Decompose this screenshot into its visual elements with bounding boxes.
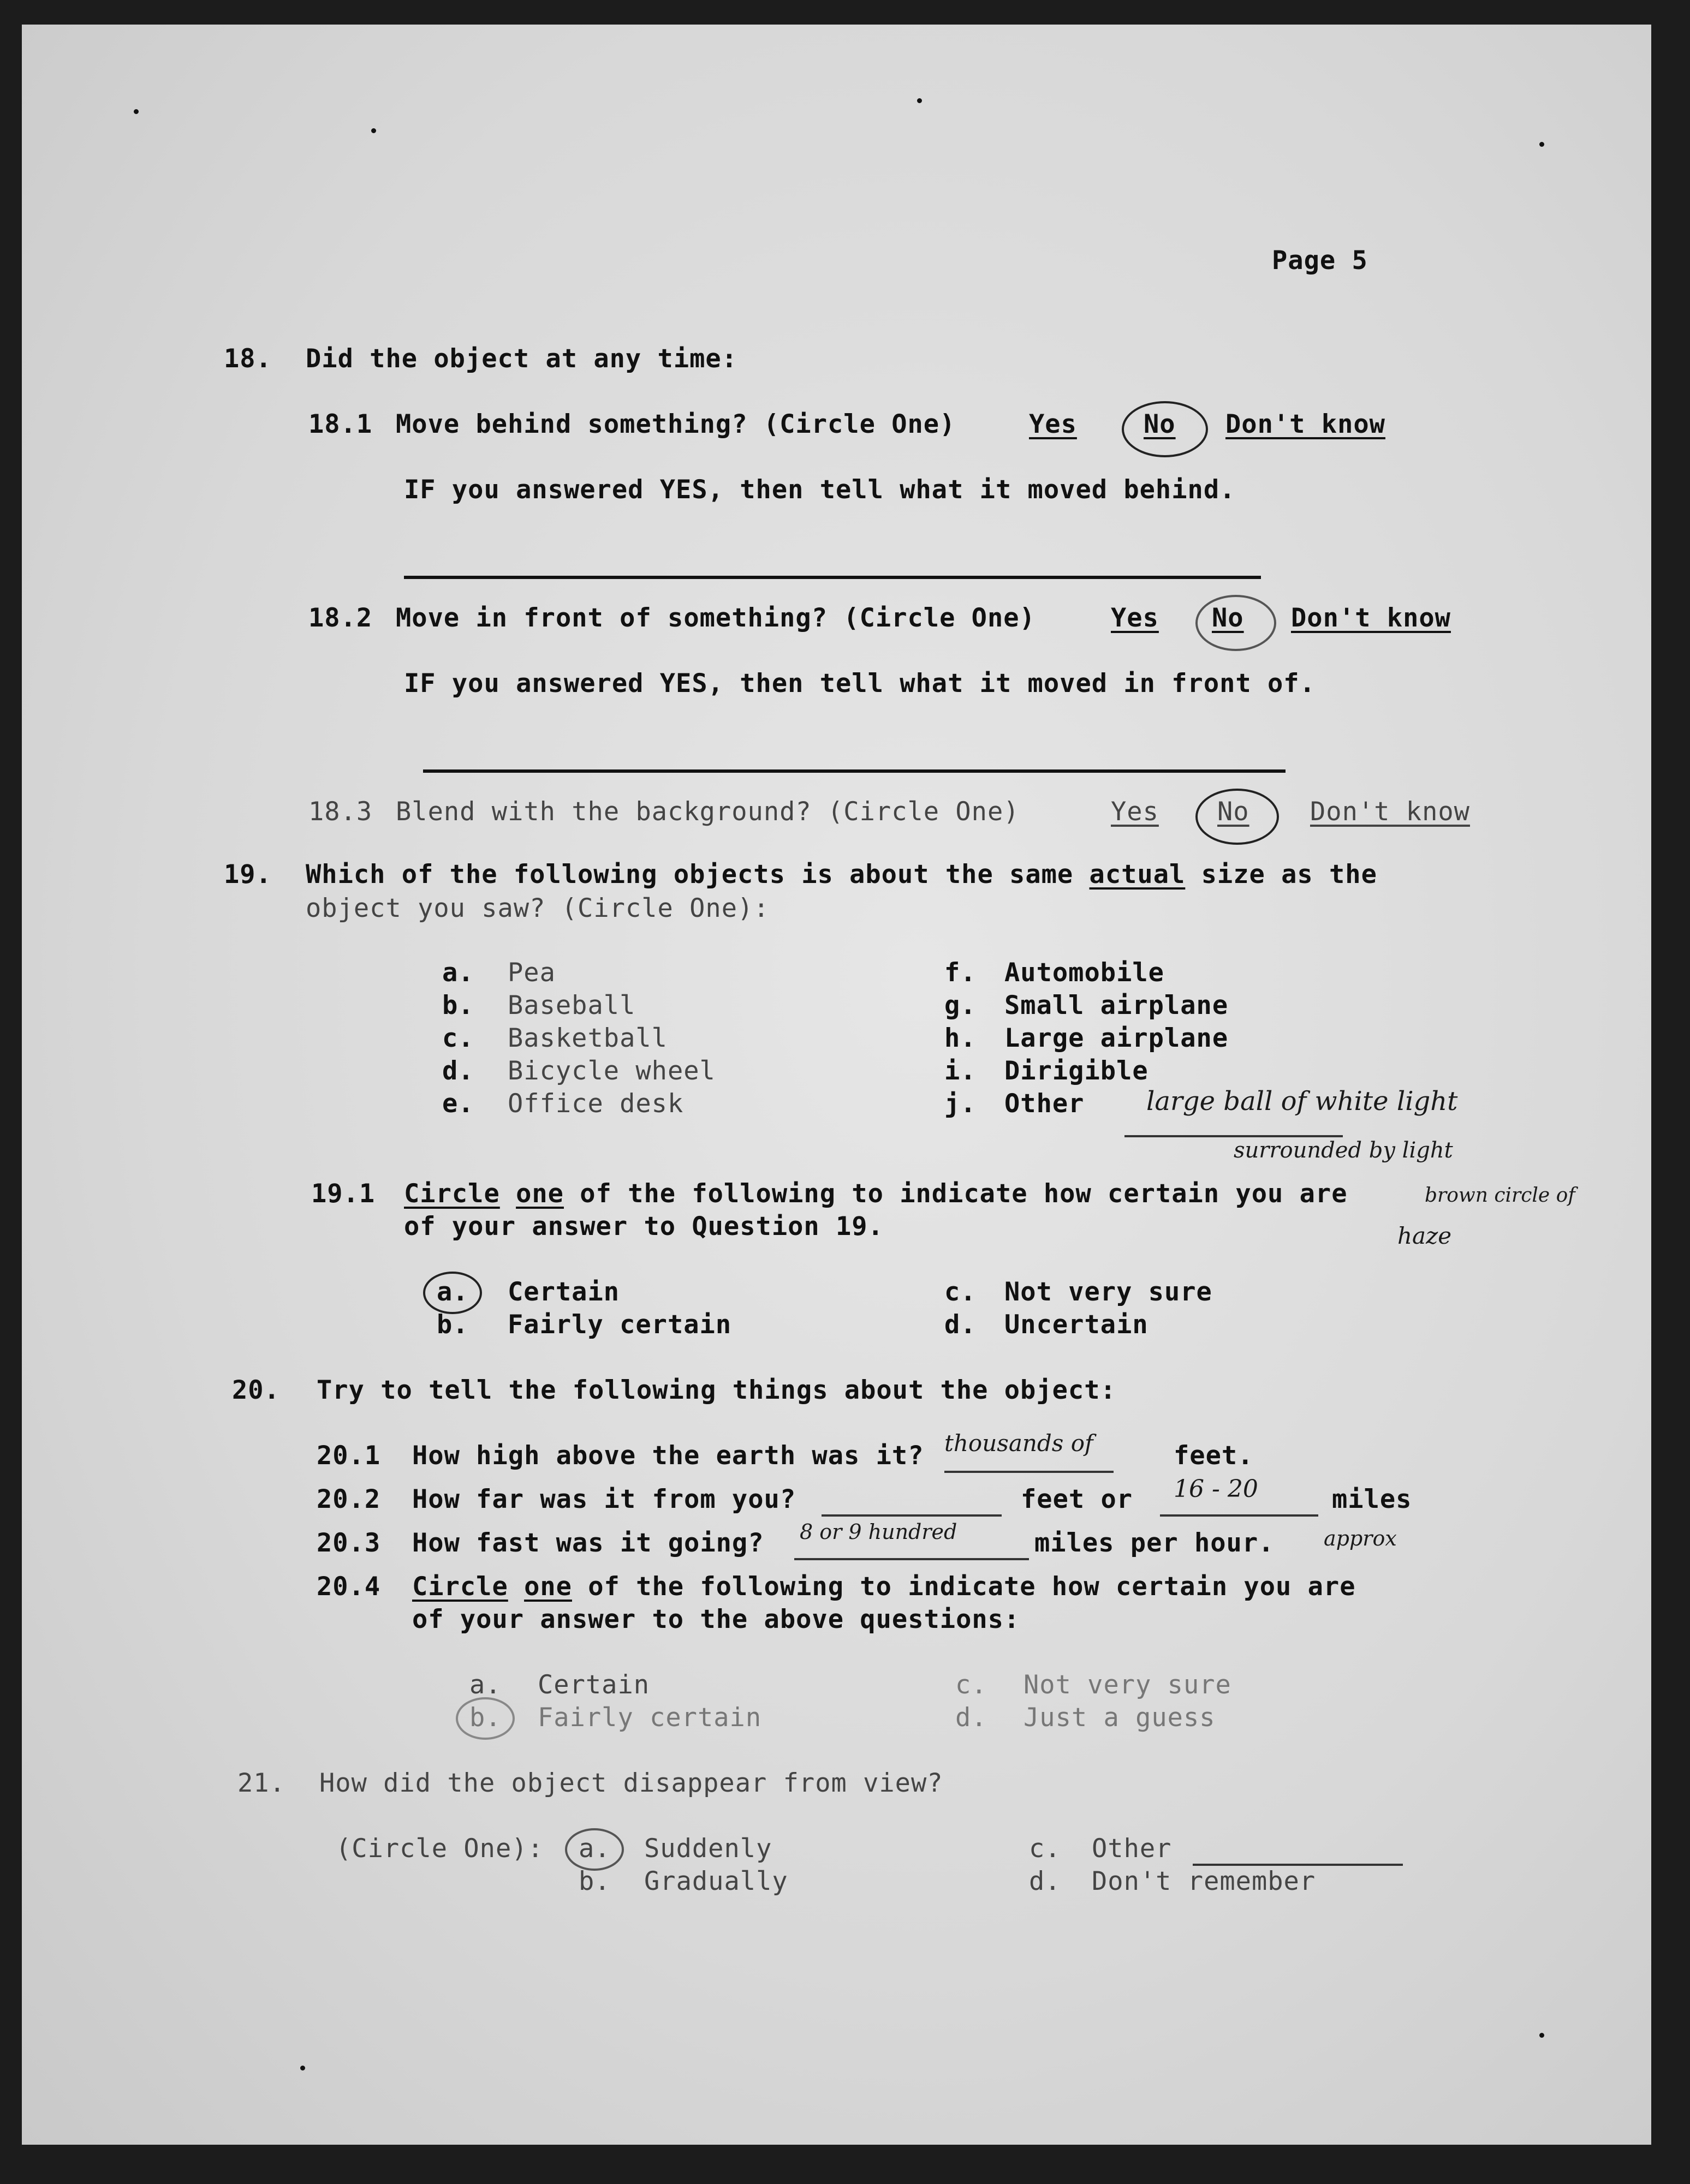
speck [1539, 2033, 1544, 2038]
q18-3-no-option[interactable]: No [1217, 797, 1249, 827]
q20-4-just-a-guess[interactable]: Just a guess [1023, 1703, 1216, 1733]
q19-1-fairly-certain[interactable]: Fairly certain [508, 1310, 732, 1340]
q18-1-text: Move behind something? (Circle One) [396, 409, 956, 439]
q19-option-small-airplane[interactable]: Small airplane [1004, 990, 1229, 1021]
q19-option-letter: e. [442, 1089, 474, 1119]
q19-option-letter: h. [944, 1023, 977, 1053]
q19-line2: object you saw? (Circle One): [306, 893, 770, 923]
q20-2-unit: miles [1332, 1484, 1412, 1514]
q19-option-letter: g. [944, 990, 977, 1021]
q18-3-number: 18.3 [308, 797, 373, 827]
q20-3-unit: miles per hour. [1034, 1528, 1275, 1558]
q21-a-circle-mark [565, 1828, 624, 1871]
q21-suddenly[interactable]: Suddenly [644, 1834, 772, 1864]
q21-circle-one: (Circle One): [336, 1834, 544, 1864]
q20-2-number: 20.2 [317, 1484, 381, 1514]
q19-1-number: 19.1 [311, 1179, 376, 1209]
q18-1-number: 18.1 [308, 409, 373, 439]
q19-option-letter: i. [944, 1056, 977, 1086]
q19-option-letter: a. [442, 958, 474, 988]
q20-4-line2: of your answer to the above questions: [412, 1604, 1020, 1634]
q18-number: 18. [224, 344, 272, 374]
q21-gradually[interactable]: Gradually [644, 1866, 788, 1896]
q20-4-number: 20.4 [317, 1572, 381, 1602]
q18-2-answer-line[interactable] [423, 769, 1286, 773]
q18-3-text: Blend with the background? (Circle One) [396, 797, 1020, 827]
q20-4-not-very-sure[interactable]: Not very sure [1023, 1670, 1231, 1700]
q19-1-b-letter[interactable]: b. [437, 1310, 469, 1340]
q19-option-letter: f. [944, 958, 977, 988]
q20-1-unit: feet. [1174, 1441, 1254, 1471]
q18-1-no-circle-mark [1122, 401, 1208, 457]
q19-line1 [306, 860, 1377, 890]
q19-option-dirigible[interactable]: Dirigible [1004, 1056, 1149, 1086]
q19-option-office-desk[interactable]: Office desk [508, 1089, 684, 1119]
q20-4-one-word: one [524, 1572, 572, 1602]
q19-option-baseball[interactable]: Baseball [508, 990, 636, 1021]
q21-other[interactable]: Other [1092, 1834, 1172, 1864]
q18-1-follow-up: IF you answered YES, then tell what it moved behind. [404, 475, 1236, 505]
q19-1-a-letter[interactable]: a. [437, 1277, 469, 1307]
speck [917, 98, 922, 103]
page-label: Page 5 [1272, 246, 1368, 276]
q18-1-dont-know-option[interactable]: Don't know [1225, 409, 1385, 439]
q18-2-no-circle-mark [1195, 595, 1276, 651]
q21-other-answer-line[interactable] [1193, 1864, 1403, 1866]
q20-4-c-letter[interactable]: c. [955, 1670, 987, 1700]
q21-b-letter[interactable]: b. [579, 1866, 611, 1896]
q19-1-not-very-sure[interactable]: Not very sure [1004, 1277, 1212, 1307]
q20-1-number: 20.1 [317, 1441, 381, 1471]
q20-2-answer-handwritten: 16 - 20 [1174, 1475, 1258, 1503]
q20-4-b-letter[interactable]: b. [469, 1703, 502, 1733]
q19-1-line1-rest: of the following to indicate how certain you are [563, 1179, 1348, 1209]
q20-4-line1 [412, 1572, 1356, 1602]
q20-3-number: 20.3 [317, 1528, 381, 1558]
q18-2-follow-up: IF you answered YES, then tell what it moved in front of. [404, 669, 1316, 699]
q19-number: 19. [224, 860, 272, 890]
q20-3-note-handwritten: approx [1324, 1526, 1397, 1550]
q19-other-handwritten-2: surrounded by light [1234, 1138, 1453, 1163]
form-page [22, 25, 1651, 2145]
q20-4-a-letter[interactable]: a. [469, 1670, 502, 1700]
q20-text: Try to tell the following things about the object: [317, 1375, 1116, 1405]
q18-2-no-option[interactable]: No [1212, 603, 1244, 633]
q19-other-handwritten: large ball of white light [1146, 1086, 1458, 1117]
q19-option-other[interactable]: Other [1004, 1089, 1085, 1119]
q21-dont-remember[interactable]: Don't remember [1092, 1866, 1316, 1896]
q20-1-answer-handwritten: thousands of [944, 1430, 1093, 1457]
q19-line1-actual: actual [1089, 860, 1186, 890]
q18-1-yes-option[interactable]: Yes [1029, 409, 1077, 439]
q19-1-line1 [404, 1179, 1348, 1209]
q19-other-handwritten-3: brown circle of [1425, 1184, 1575, 1207]
speck [371, 128, 376, 133]
q20-4-b-circle-mark [456, 1697, 515, 1740]
q19-other-handwritten-4: haze [1397, 1222, 1452, 1249]
q20-4-circle-word: Circle [412, 1572, 508, 1602]
q18-1-no-option[interactable]: No [1144, 409, 1176, 439]
q18-3-yes-option[interactable]: Yes [1111, 797, 1159, 827]
q19-1-certain[interactable]: Certain [508, 1277, 620, 1307]
q19-option-bicycle-wheel[interactable]: Bicycle wheel [508, 1056, 716, 1086]
q19-option-automobile[interactable]: Automobile [1004, 958, 1164, 988]
q19-1-circle-word: Circle [404, 1179, 500, 1209]
q19-option-basketball[interactable]: Basketball [508, 1023, 668, 1053]
q19-1-one-word: one [516, 1179, 564, 1209]
q18-3-dont-know-option[interactable]: Don't know [1310, 797, 1470, 827]
speck [300, 2066, 305, 2070]
q20-4-line1-rest: of the following to indicate how certain you are [572, 1572, 1356, 1602]
q18-text: Did the object at any time: [306, 344, 738, 374]
q19-1-d-letter[interactable]: d. [944, 1310, 977, 1340]
q19-option-large-airplane[interactable]: Large airplane [1004, 1023, 1229, 1053]
q20-1-answer-line[interactable] [944, 1471, 1114, 1473]
q18-2-number: 18.2 [308, 603, 373, 633]
q19-option-letter: j. [944, 1089, 977, 1119]
q20-number: 20. [232, 1375, 280, 1405]
q18-2-dont-know-option[interactable]: Don't know [1291, 603, 1451, 633]
q19-option-letter: d. [442, 1056, 474, 1086]
q19-option-pea[interactable]: Pea [508, 958, 556, 988]
q18-2-text: Move in front of something? (Circle One) [396, 603, 1036, 633]
q19-1-c-letter[interactable]: c. [944, 1277, 977, 1307]
q21-d-letter[interactable]: d. [1029, 1866, 1061, 1896]
q20-1-text: How high above the earth was it? [412, 1441, 924, 1471]
q20-4-certain[interactable]: Certain [538, 1670, 650, 1700]
q19-option-letter: c. [442, 1023, 474, 1053]
q19-1-line2: of your answer to Question 19. [404, 1212, 884, 1242]
q20-4-d-letter[interactable]: d. [955, 1703, 987, 1733]
q19-line1-post: size as the [1185, 860, 1377, 890]
q20-4-fairly-certain[interactable]: Fairly certain [538, 1703, 762, 1733]
speck [1539, 142, 1544, 147]
q19-other-answer-line[interactable] [1124, 1135, 1343, 1137]
q18-2-yes-option[interactable]: Yes [1111, 603, 1159, 633]
q21-text: How did the object disappear from view? [319, 1768, 943, 1798]
q19-option-letter: b. [442, 990, 474, 1021]
q19-1-uncertain[interactable]: Uncertain [1004, 1310, 1149, 1340]
q19-line1-pre: Which of the following objects is about the same [306, 860, 1090, 890]
q21-a-letter[interactable]: a. [579, 1834, 611, 1864]
q19-1-a-circle-mark [423, 1272, 482, 1314]
q20-2-miles-line[interactable] [1160, 1514, 1318, 1517]
q20-3-answer-line[interactable] [794, 1558, 1029, 1560]
q20-2-feet-line[interactable] [822, 1514, 1002, 1517]
q21-c-letter[interactable]: c. [1029, 1834, 1061, 1864]
q18-1-answer-line[interactable] [404, 576, 1261, 579]
q20-3-text: How fast was it going? [412, 1528, 764, 1558]
q21-number: 21. [237, 1768, 285, 1798]
q20-2-text: How far was it from you? [412, 1484, 796, 1514]
q18-3-no-circle-mark [1195, 789, 1279, 845]
speck [134, 109, 139, 114]
q20-3-answer-handwritten: 8 or 9 hundred [800, 1520, 957, 1544]
q20-2-feet-unit: feet or [1021, 1484, 1133, 1514]
